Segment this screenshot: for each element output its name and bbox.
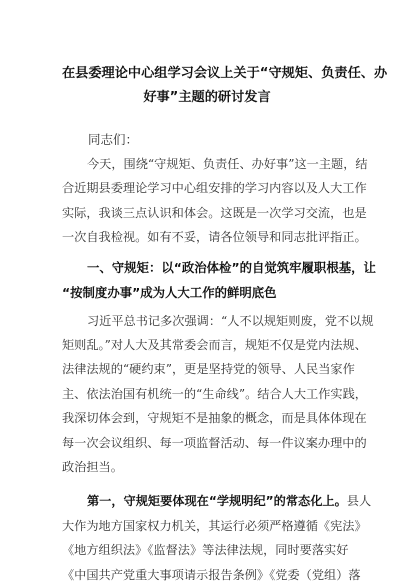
paragraph-line: 一次自我检视。如有不妥，请各位领导和同志批评指正。 (62, 230, 367, 245)
first-point-lead: 第一，守规矩要体现在“学规明纪”的常态化上。 (87, 494, 347, 509)
salutation: 同志们： (88, 132, 139, 147)
paragraph-line: 合近期县委理论学习中心组安排的学习内容以及人大工作 (62, 181, 367, 196)
heading-line: “按制度办事”成为人大工作的鲜明底色 (62, 284, 277, 300)
paragraph-line: 法律法规的“硬约束”，更是坚持党的领导、人民当家作 (62, 362, 355, 377)
document-title (62, 62, 388, 110)
paragraph-line: 我深切体会到，守规矩不是抽象的概念，而是具体体现在 (62, 411, 367, 426)
paragraph-line: 政治担当。 (62, 460, 123, 475)
heading-line: 一、守规矩：以“政治体检”的自觉筑牢履职根基，让 (87, 259, 376, 275)
intro-paragraph (62, 152, 368, 250)
paragraph-line: 每一次会议组织、每一项监督活动、每一件议案办理中的 (62, 435, 367, 450)
quote-paragraph (62, 309, 374, 480)
first-point-paragraph (62, 489, 372, 587)
first-point-text: 县人 (346, 494, 372, 509)
section-heading-1 (62, 255, 376, 305)
paragraph-line: 习近平总书记多次强调：“人不以规矩则废，党不以规 (87, 313, 374, 328)
paragraph-line: 《中国共产党重大事项请示报告条例》《党委（党组）落 (62, 567, 361, 582)
paragraph-line: 实际，我谈三点认识和体会。这既是一次学习交流，也是 (62, 205, 367, 220)
paragraph-line: 大作为地方国家权力机关，其运行必须严格遵循《宪法》 (62, 518, 367, 533)
paragraph-line: 主、依法治国有机统一的“生命线”。结合人大工作实践， (62, 386, 367, 401)
paragraph-line (62, 489, 372, 513)
title-line: 好事”主题的研讨发言 (143, 90, 271, 105)
title-line: 在县委理论中心组学习会议上关于“守规矩、负责任、办 (62, 66, 388, 81)
paragraph-line: 今天，围绕“守规矩、负责任、办好事”这一主题，结 (87, 157, 368, 171)
paragraph-line: 矩则乱。”对人大及其常委会而言，规矩不仅是党内法规、 (62, 338, 367, 353)
paragraph-line: 《地方组织法》《监督法》等法律法规，同时要落实好 (62, 543, 349, 558)
